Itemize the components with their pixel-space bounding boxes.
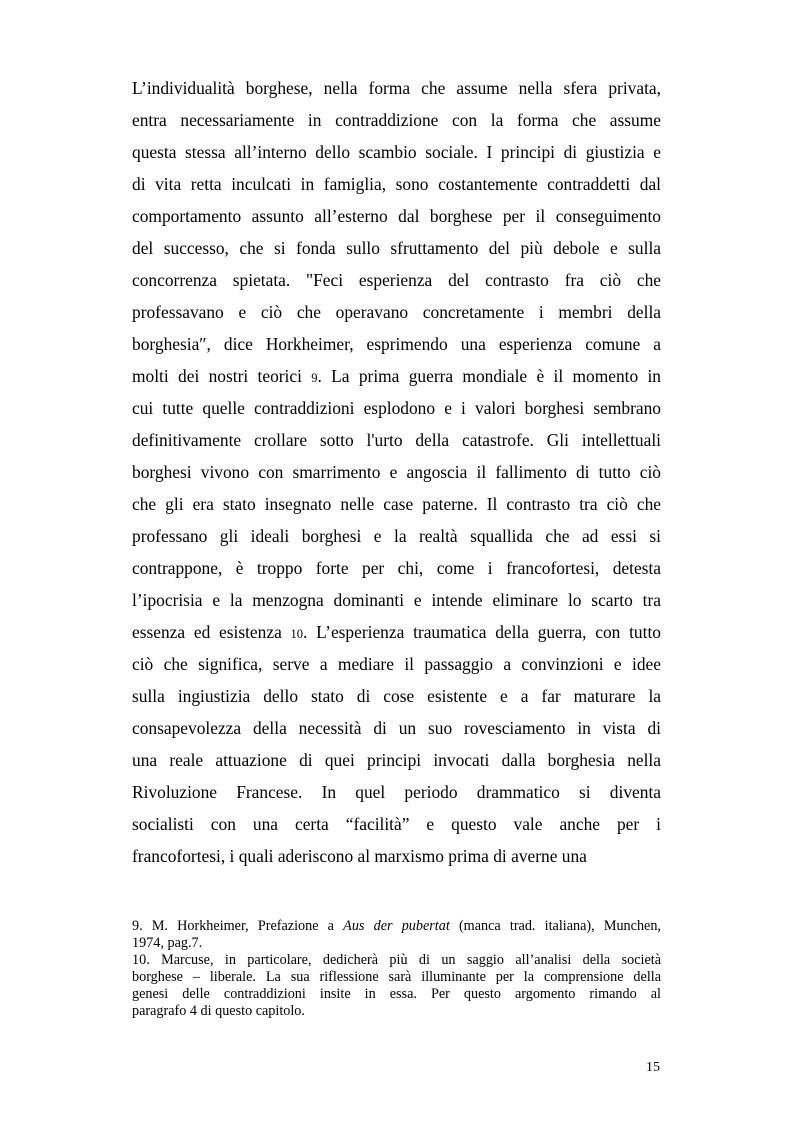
body-line: che gli era stato insegnato nelle case paterne. Il contrasto tra ciò che xyxy=(132,494,661,514)
body-line: del successo, che si fonda sullo sfruttamento del più debole e sulla xyxy=(132,238,661,258)
body-line: socialisti con una certa “facilità” e questo vale anche per i xyxy=(132,814,661,834)
footnote-10-line: paragrafo 4 di questo capitolo. xyxy=(132,1003,305,1019)
body-line: definitivamente crollare sotto l'urto della catastrofe. Gli intellettuali xyxy=(132,430,661,450)
body-line-with-footnote-ref xyxy=(132,360,661,392)
body-line: di vita retta inculcati in famiglia, sono costantemente contraddetti dal xyxy=(132,174,661,194)
body-line: francofortesi, i quali aderiscono al marxismo prima di averne una xyxy=(132,846,587,866)
footnote-text: 9. M. Horkheimer, Prefazione a xyxy=(132,918,344,934)
body-text xyxy=(132,72,661,872)
page-number: 15 xyxy=(646,1060,660,1075)
line-text: . La prima guerra mondiale è il momento in xyxy=(317,366,662,386)
footnote-9-line xyxy=(132,918,661,935)
footnote-ref-9[interactable]: 9 xyxy=(311,371,318,385)
book-title: Aus der pubertat xyxy=(343,918,450,934)
footnote-10-line: 10. Marcuse, in particolare, dedicherà più di un saggio all’analisi della società xyxy=(132,952,661,968)
body-line-with-footnote-ref xyxy=(132,616,661,648)
footnote-text: (manca trad. italiana), Munchen, xyxy=(449,918,661,934)
footnote-10-line: borghese – liberale. La sua riflessione sarà illuminante per la comprensione della xyxy=(132,969,661,985)
body-line: sulla ingiustizia dello stato di cose esistente e a far maturare la xyxy=(132,686,661,706)
footnotes xyxy=(132,918,661,1020)
body-line: borghesi vivono con smarrimento e angoscia il fallimento di tutto ciò xyxy=(132,462,661,482)
body-line: ciò che significa, serve a mediare il passaggio a convinzioni e idee xyxy=(132,654,661,674)
body-line: Rivoluzione Francese. In quel periodo drammatico si diventa xyxy=(132,782,661,802)
footnote-9-line: 1974, pag.7. xyxy=(132,935,203,951)
footnote-10-line: genesi delle contraddizioni insite in essa. Per questo argomento rimando al xyxy=(132,986,661,1002)
body-line: professano gli ideali borghesi e la realtà squallida che ad essi si xyxy=(132,526,661,546)
body-line: entra necessariamente in contraddizione con la forma che assume xyxy=(132,110,661,130)
line-text: . L’esperienza traumatica della guerra, con tutto xyxy=(303,622,661,642)
body-line: questa stessa all’interno dello scambio sociale. I principi di giustizia e xyxy=(132,142,661,162)
body-line: cui tutte quelle contraddizioni esplodono e i valori borghesi sembrano xyxy=(132,398,661,418)
body-line: contrappone, è troppo forte per chi, come i francofortesi, detesta xyxy=(132,558,661,578)
body-line: concorrenza spietata. "Feci esperienza del contrasto fra ciò che xyxy=(132,270,661,290)
footnote-ref-10[interactable]: 10 xyxy=(290,627,304,641)
body-line: comportamento assunto all’esterno dal borghese per il conseguimento xyxy=(132,206,661,226)
body-line: l’ipocrisia e la menzogna dominanti e intende eliminare lo scarto tra xyxy=(132,590,661,610)
body-line: borghesia″, dice Horkheimer, esprimendo una esperienza comune a xyxy=(132,334,661,354)
body-line: professavano e ciò che operavano concretamente i membri della xyxy=(132,302,661,322)
body-line: una reale attuazione di quei principi invocati dalla borghesia nella xyxy=(132,750,661,770)
body-line: consapevolezza della necessità di un suo rovesciamento in vista di xyxy=(132,718,661,738)
body-line: L’individualità borghese, nella forma che assume nella sfera privata, xyxy=(132,78,661,98)
line-text: molti dei nostri teorici xyxy=(132,366,312,386)
line-text: essenza ed esistenza xyxy=(132,622,291,642)
